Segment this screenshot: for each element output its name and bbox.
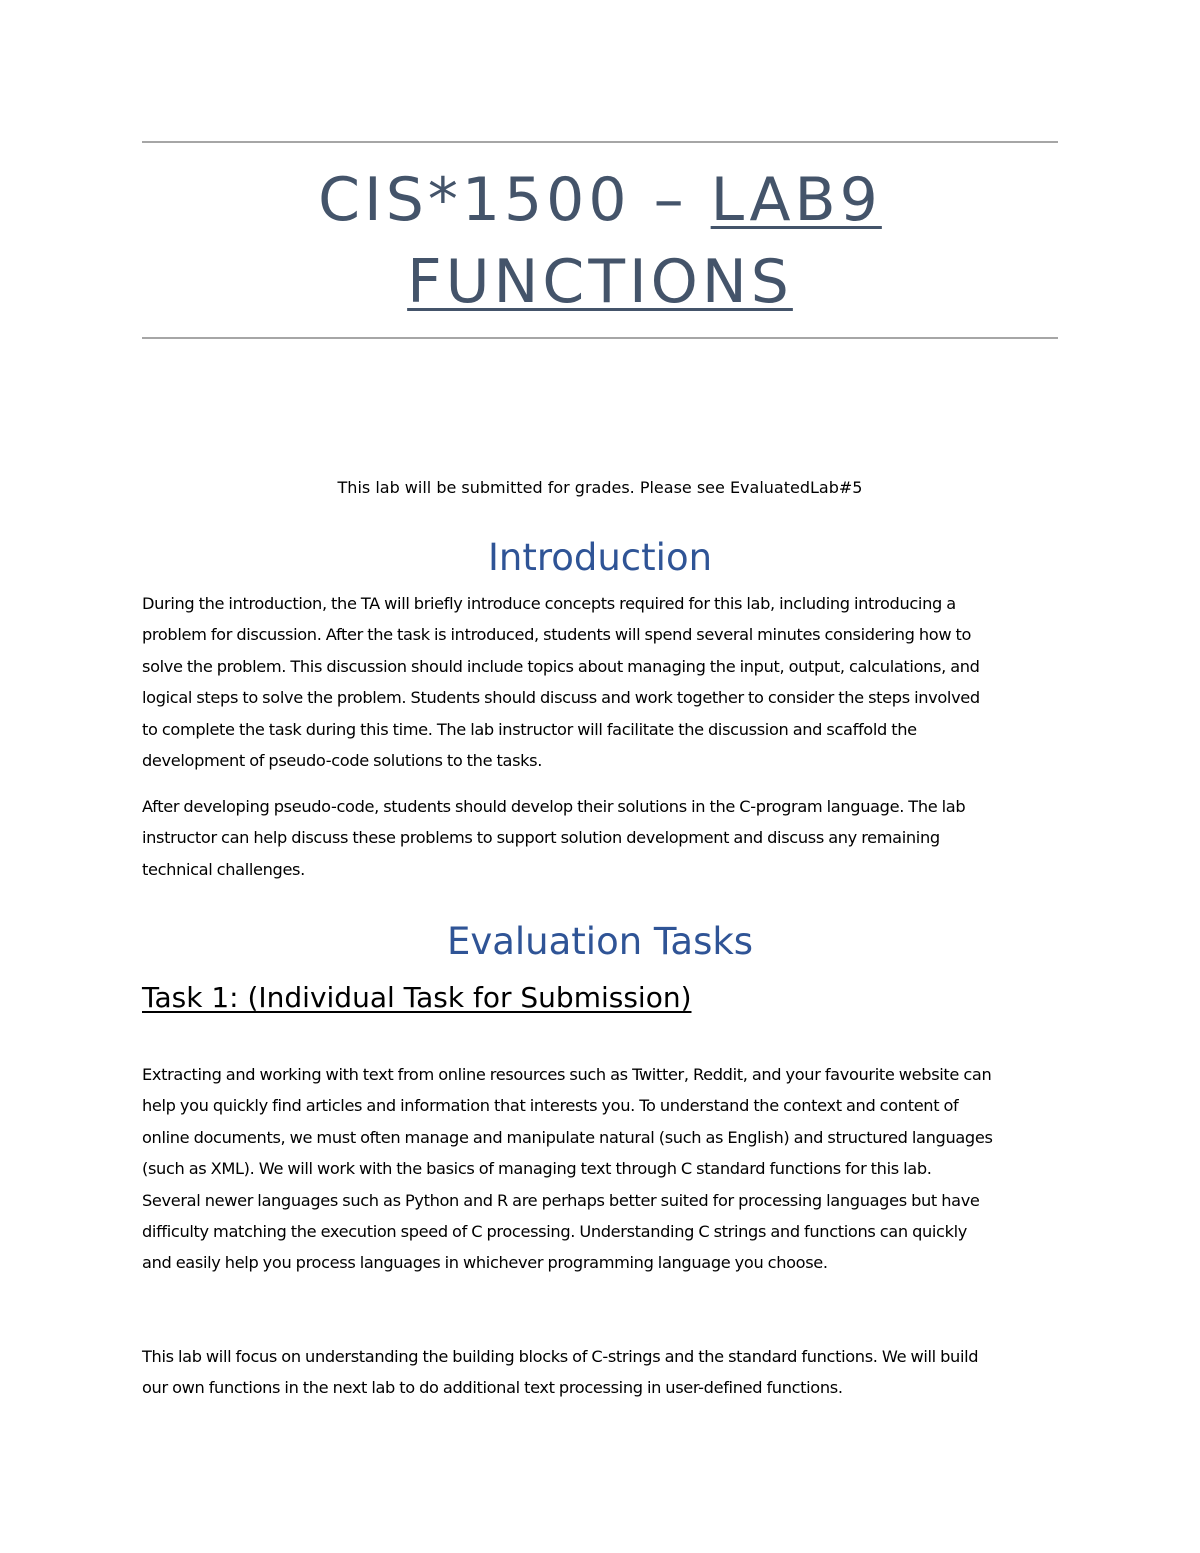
task-1-paragraph-2 <box>142 1341 1072 1404</box>
text-line: solve the problem. This discussion should include topics about managing the input, output, calculations, and <box>142 656 980 676</box>
title-lab-number: LAB9 <box>710 165 882 235</box>
text-line: and easily help you process languages in whichever programming language you choose. <box>142 1253 828 1273</box>
text-line: our own functions in the next lab to do additional text processing in user-defined functions. <box>142 1378 843 1398</box>
introduction-paragraph-1 <box>142 588 1072 776</box>
text-line: Extracting and working with text from online resources such as Twitter, Reddit, and your favourite website can <box>142 1065 992 1084</box>
text-line: development of pseudo-code solutions to the tasks. <box>142 750 543 770</box>
text-line: (such as XML). We will work with the basics of managing text through C standard functions for this lab. <box>142 1159 932 1179</box>
title-course-code: CIS*1500 – <box>318 165 711 235</box>
introduction-heading: Introduction <box>487 536 713 579</box>
text-line: After developing pseudo-code, students should develop their solutions in the C-program language. The lab <box>142 797 966 816</box>
task-1-heading: Task 1: (Individual Task for Submission) <box>142 981 692 1014</box>
text-line: During the introduction, the TA will briefly introduce concepts required for this lab, including introducing a <box>142 594 956 613</box>
text-line: problem for discussion. After the task is introduced, students will spend several minutes considering how to <box>142 625 972 645</box>
title-line-1 <box>142 160 1058 240</box>
text-line: logical steps to solve the problem. Students should discuss and work together to consider the steps involved <box>142 688 980 708</box>
text-line: help you quickly find articles and information that interests you. To understand the context and content of <box>142 1096 959 1116</box>
introduction-paragraph-2 <box>142 791 1072 885</box>
text-line: online documents, we must often manage and manipulate natural (such as English) and structured languages <box>142 1127 993 1147</box>
submission-note: This lab will be submitted for grades. Please see EvaluatedLab#5 <box>337 478 863 497</box>
text-line: to complete the task during this time. The lab instructor will facilitate the discussion and scaffold the <box>142 719 917 739</box>
title-top-rule <box>142 141 1058 143</box>
document-page <box>142 0 1058 1553</box>
text-line: difficulty matching the execution speed of C processing. Understanding C strings and functions can quickly <box>142 1221 967 1241</box>
task-1-paragraph-1 <box>142 1059 1072 1279</box>
text-line: technical challenges. <box>142 859 305 879</box>
text-line: instructor can help discuss these problems to support solution development and discuss any remaining <box>142 828 940 848</box>
text-line: Several newer languages such as Python and R are perhaps better suited for processing languages but have <box>142 1190 980 1210</box>
title-line-2 <box>142 242 1058 322</box>
title-topic: FUNCTIONS <box>407 247 793 317</box>
evaluation-tasks-heading: Evaluation Tasks <box>446 920 754 963</box>
text-line: This lab will focus on understanding the building blocks of C-strings and the standard functions. We will build <box>142 1347 979 1366</box>
title-bottom-rule <box>142 337 1058 339</box>
